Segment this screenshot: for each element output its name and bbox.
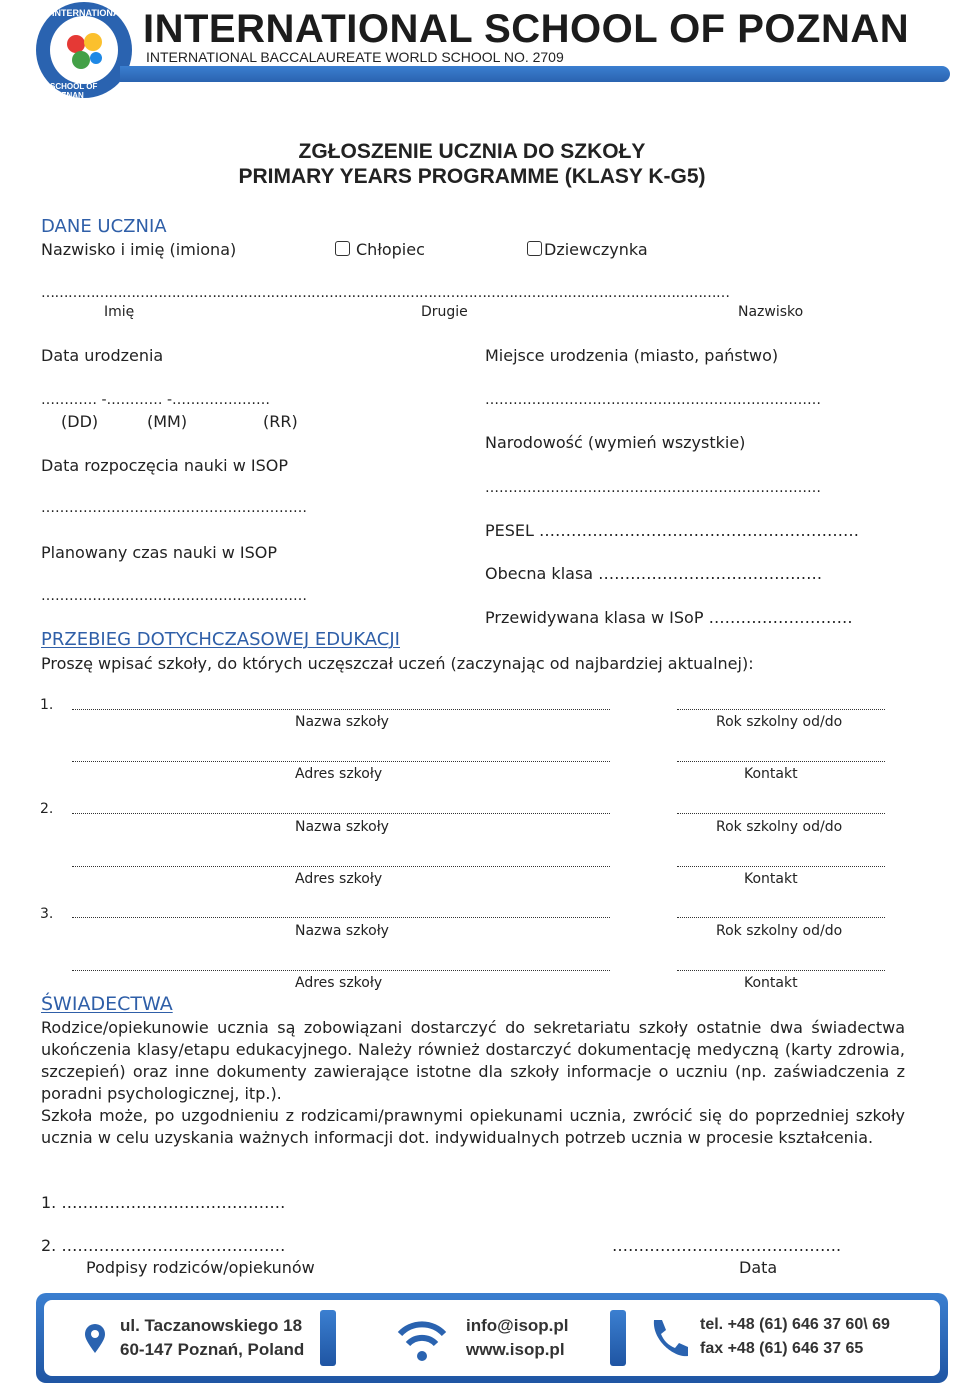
school-address-field[interactable] — [72, 761, 610, 762]
date-field[interactable]: ……………………………………. — [612, 1236, 842, 1255]
footer-separator — [610, 1310, 626, 1366]
signature-field-1[interactable]: 1. …………………………………… — [41, 1193, 286, 1212]
phone-icon — [648, 1316, 688, 1360]
certificates-heading: ŚWIADECTWA — [41, 993, 173, 1015]
school-contact-field[interactable] — [677, 970, 885, 971]
footer-address-1: ul. Taczanowskiego 18 — [120, 1316, 303, 1335]
plan-label: Planowany czas nauki w ISOP — [41, 543, 278, 562]
wifi-icon — [394, 1312, 450, 1368]
school-contact-caption: Kontakt — [744, 975, 798, 991]
school-name: INTERNATIONAL SCHOOL OF POZNAN — [143, 7, 910, 51]
school-year-caption: Rok szkolny od/do — [716, 819, 843, 835]
footer-address-2: 60-147 Poznań, Poland — [120, 1340, 305, 1359]
school-name-field[interactable] — [72, 917, 610, 918]
boy-label: Chłopiec — [356, 240, 425, 259]
footer-email[interactable]: info@isop.pl — [466, 1316, 569, 1335]
checkbox-girl[interactable] — [527, 241, 542, 256]
student-heading: DANE UCZNIA — [41, 216, 167, 237]
mm-caption: (MM) — [147, 412, 188, 431]
school-name-caption: Nazwa szkoły — [295, 714, 389, 730]
certificates-paragraph-1: Rodzice/opiekunowie ucznia są zobowiązani dostarczyć do sekretariatu szkoły ostatnie dwa świadectwa ukończenia klasy/etapu edukacyjnego. Należy również dostarczyć dokumentację medyczną (karty zdrowia, szczepień) oraz inne dokumenty zawierające istotne dla szkoły informacje o uczniu (np. zaświadczenia z poradni psychologicznej, itp.). — [41, 1018, 905, 1103]
name-field[interactable]: ……………………………………………………………………………………………………………………………………… — [41, 285, 730, 301]
gender-girl-option[interactable] — [527, 240, 648, 259]
dd-caption: (DD) — [61, 412, 99, 431]
header-bar — [120, 66, 950, 82]
entry-number: 3. — [40, 906, 54, 922]
school-address-caption: Adres szkoły — [295, 975, 383, 991]
second-name-caption: Drugie — [421, 304, 468, 320]
footer-separator — [320, 1310, 336, 1366]
footer-banner — [36, 1293, 948, 1383]
footer-tel: tel. +48 (61) 646 37 60\ 69 — [700, 1316, 890, 1333]
checkbox-boy[interactable] — [335, 241, 350, 256]
dob-field[interactable]: ………… -………… -………………… — [41, 392, 271, 408]
school-contact-field[interactable] — [677, 866, 885, 867]
gender-boy-option[interactable] — [335, 240, 425, 259]
school-year-caption: Rok szkolny od/do — [716, 923, 843, 939]
date-caption: Data — [739, 1258, 778, 1277]
school-year-field[interactable] — [677, 709, 885, 710]
plan-field[interactable]: ………………………………………………… — [41, 588, 307, 604]
first-name-caption: Imię — [104, 304, 135, 320]
school-name-field[interactable] — [72, 709, 610, 710]
school-name-caption: Nazwa szkoły — [295, 819, 389, 835]
form-subtitle: PRIMARY YEARS PROGRAMME (KLASY K-G5) — [238, 165, 706, 188]
school-contact-field[interactable] — [677, 761, 885, 762]
start-label: Data rozpoczęcia nauki w ISOP — [41, 456, 288, 475]
education-instruction: Proszę wpisać szkoły, do których uczęszczał uczeń (zaczynając od najbardziej aktualnej): — [41, 654, 754, 673]
school-contact-caption: Kontakt — [744, 766, 798, 782]
school-address-field[interactable] — [72, 970, 610, 971]
rr-caption: (RR) — [263, 412, 298, 431]
nationality-field[interactable]: ……………………………………………………………… — [485, 480, 821, 496]
name-label: Nazwisko i imię (imiona) — [41, 240, 237, 259]
form-title: ZGŁOSZENIE UCZNIA DO SZKOŁY — [298, 140, 646, 163]
pob-field[interactable]: ……………………………………………………………… — [485, 392, 821, 408]
current-class-field[interactable]: Obecna klasa …………………………………… — [485, 564, 823, 583]
school-name-caption: Nazwa szkoły — [295, 923, 389, 939]
footer-web[interactable]: www.isop.pl — [466, 1340, 565, 1359]
start-field[interactable]: ………………………………………………… — [41, 500, 307, 516]
pob-label: Miejsce urodzenia (miasto, państwo) — [485, 346, 779, 365]
dob-label: Data urodzenia — [41, 346, 164, 365]
expected-class-field[interactable]: Przewidywana klasa w ISoP ……………………… — [485, 608, 853, 627]
school-year-caption: Rok szkolny od/do — [716, 714, 843, 730]
school-year-field[interactable] — [677, 917, 885, 918]
entry-number: 1. — [40, 697, 54, 713]
school-year-field[interactable] — [677, 813, 885, 814]
logo-bottom-text: SCHOOL OF POZNAN — [50, 82, 98, 100]
school-subtitle: INTERNATIONAL BACCALAUREATE WORLD SCHOOL NO. 2709 — [146, 49, 564, 65]
education-heading: PRZEBIEG DOTYCHCZASOWEJ EDUKACJI — [41, 629, 400, 650]
girl-label: Dziewczynka — [544, 240, 648, 259]
nationality-label: Narodowość (wymień wszystkie) — [485, 433, 746, 452]
school-address-caption: Adres szkoły — [295, 871, 383, 887]
logo-top-text: INTERNATIONAL — [52, 8, 125, 18]
school-address-caption: Adres szkoły — [295, 766, 383, 782]
certificates-paragraph-2: Szkoła może, po uzgodnieniu z rodzicami/prawnymi opiekunami ucznia, zwrócić się do poprzedniej szkoły ucznia w celu uzyskania ważnych informacji dot. indywidualnych potrzeb ucznia w procesie kształcenia. — [41, 1106, 905, 1147]
school-address-field[interactable] — [72, 866, 610, 867]
location-pin-icon — [84, 1324, 106, 1354]
school-logo — [36, 2, 132, 98]
footer-fax: fax +48 (61) 646 37 65 — [700, 1340, 864, 1357]
signature-field-2[interactable]: 2. …………………………………… — [41, 1236, 286, 1255]
pesel-field[interactable]: PESEL …………………………………………………… — [485, 521, 860, 540]
entry-number: 2. — [40, 801, 54, 817]
school-contact-caption: Kontakt — [744, 871, 798, 887]
school-name-field[interactable] — [72, 813, 610, 814]
surname-caption: Nazwisko — [738, 304, 804, 320]
signatures-caption: Podpisy rodziców/opiekunów — [86, 1258, 315, 1277]
